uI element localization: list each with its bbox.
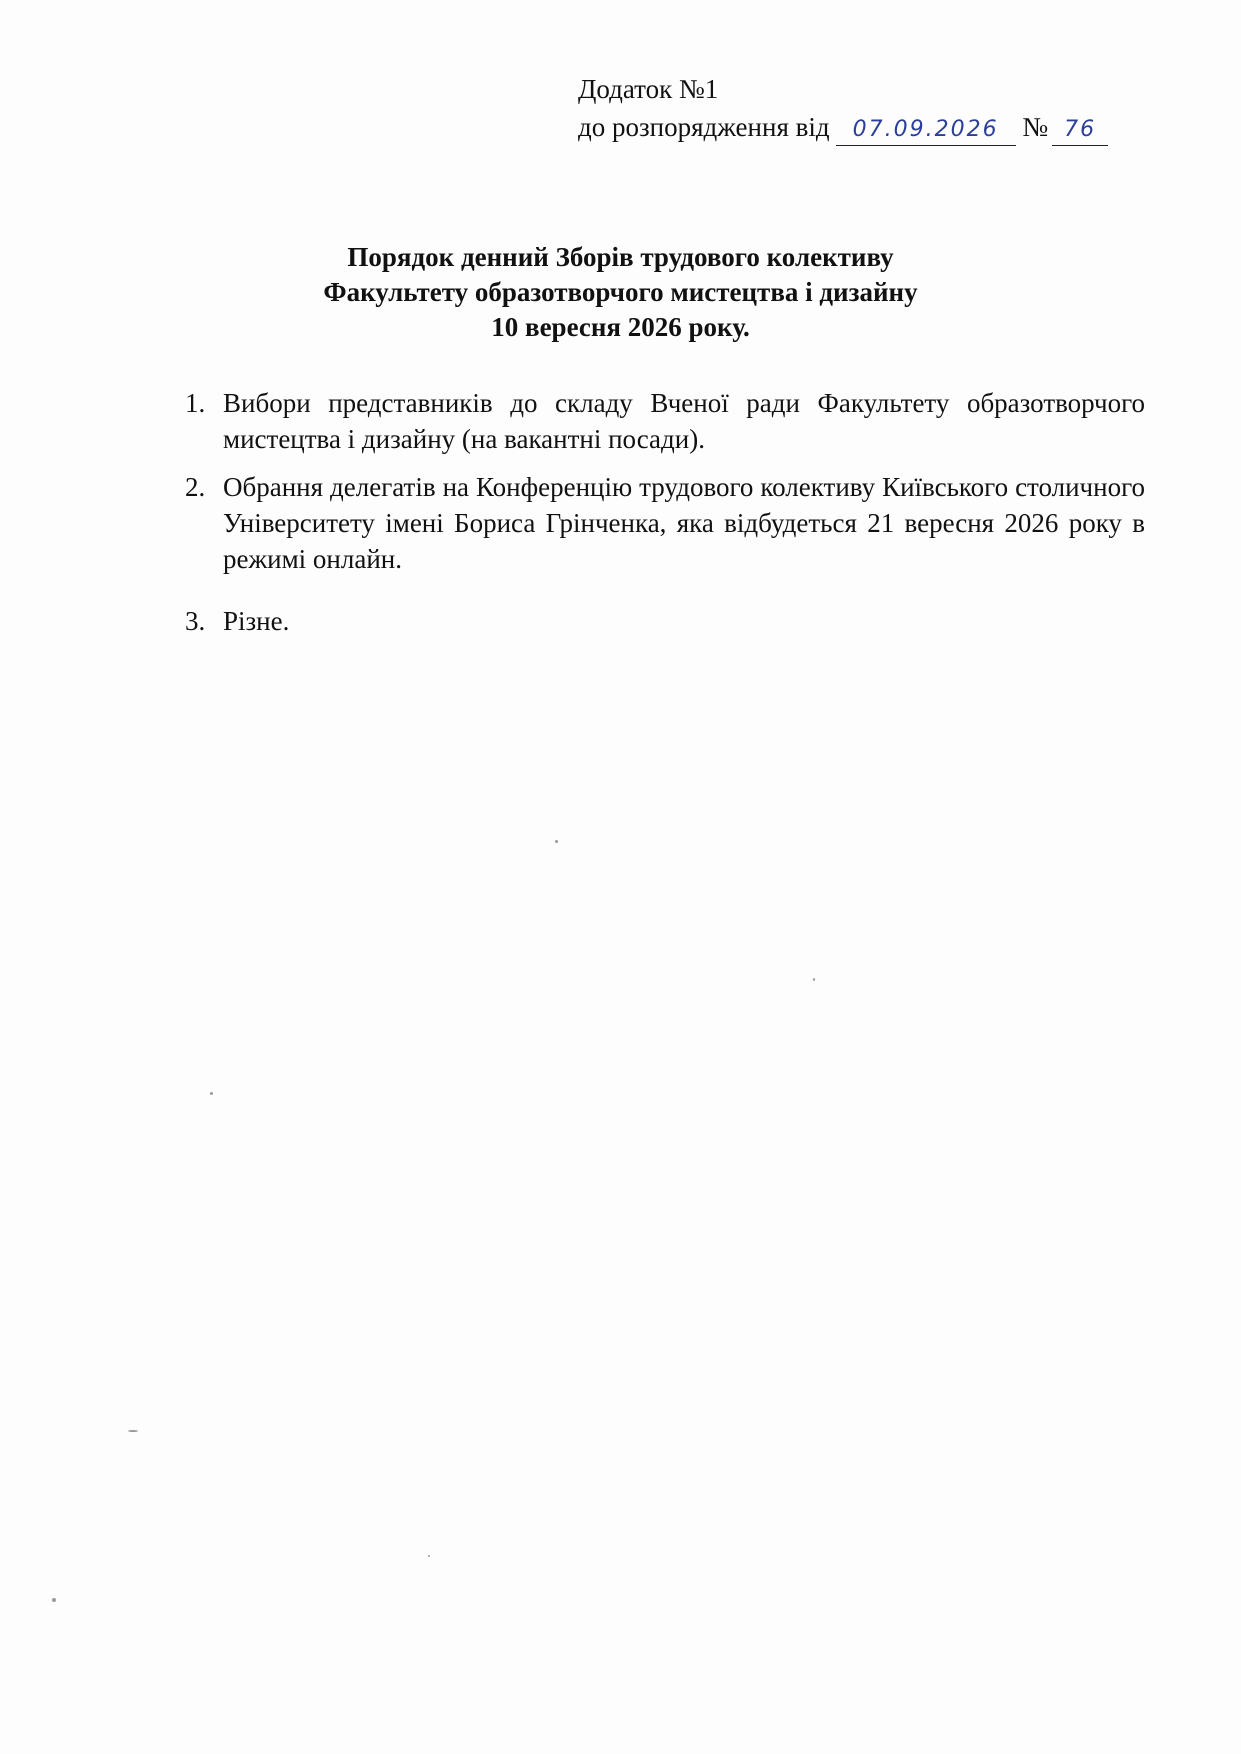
agenda-item-2 [185, 469, 1145, 577]
title-line-3: 10 вересня 2026 року. [491, 312, 750, 342]
order-number-field [1052, 112, 1108, 146]
scan-speck [428, 1555, 430, 1557]
agenda-list [185, 385, 1145, 651]
scan-speck [128, 1430, 138, 1432]
order-number-handwritten: 76 [1064, 117, 1097, 142]
scan-speck [210, 1092, 213, 1095]
order-date-handwritten: 07.09.2026 [852, 117, 999, 142]
order-reference-line [578, 108, 1108, 146]
document-title [0, 240, 1241, 345]
scan-speck [555, 840, 558, 843]
agenda-item-text: Обрання делегатів на Конференцію трудового колективу Київського столичного Університету імені Бориса Грінченка, яка відбудеться 21 вересня 2026 року в режимі онлайн. [223, 472, 1145, 574]
order-date-field [836, 112, 1016, 146]
agenda-item-3 [185, 603, 1145, 639]
number-sign: № [1022, 112, 1049, 142]
title-line-1: Порядок денний Зборів трудового колективу [347, 242, 894, 272]
title-line-2: Факультету образотворчого мистецтва і дизайну [323, 277, 918, 307]
appendix-title: Додаток №1 [578, 74, 719, 104]
agenda-item-text: Вибори представників до складу Вченої ради Факультету образотворчого мистецтва і дизайну (на вакантні посади). [223, 388, 1145, 454]
appendix-header [578, 70, 1108, 146]
scan-speck [813, 978, 815, 981]
order-prefix: до розпорядження від [578, 112, 830, 142]
agenda-item-number: 3. [185, 606, 206, 636]
agenda-item-text: Різне. [223, 606, 290, 636]
scan-speck [52, 1598, 56, 1602]
agenda-item-1 [185, 385, 1145, 457]
agenda-item-number: 1. [185, 388, 206, 418]
agenda-item-number: 2. [185, 472, 206, 502]
